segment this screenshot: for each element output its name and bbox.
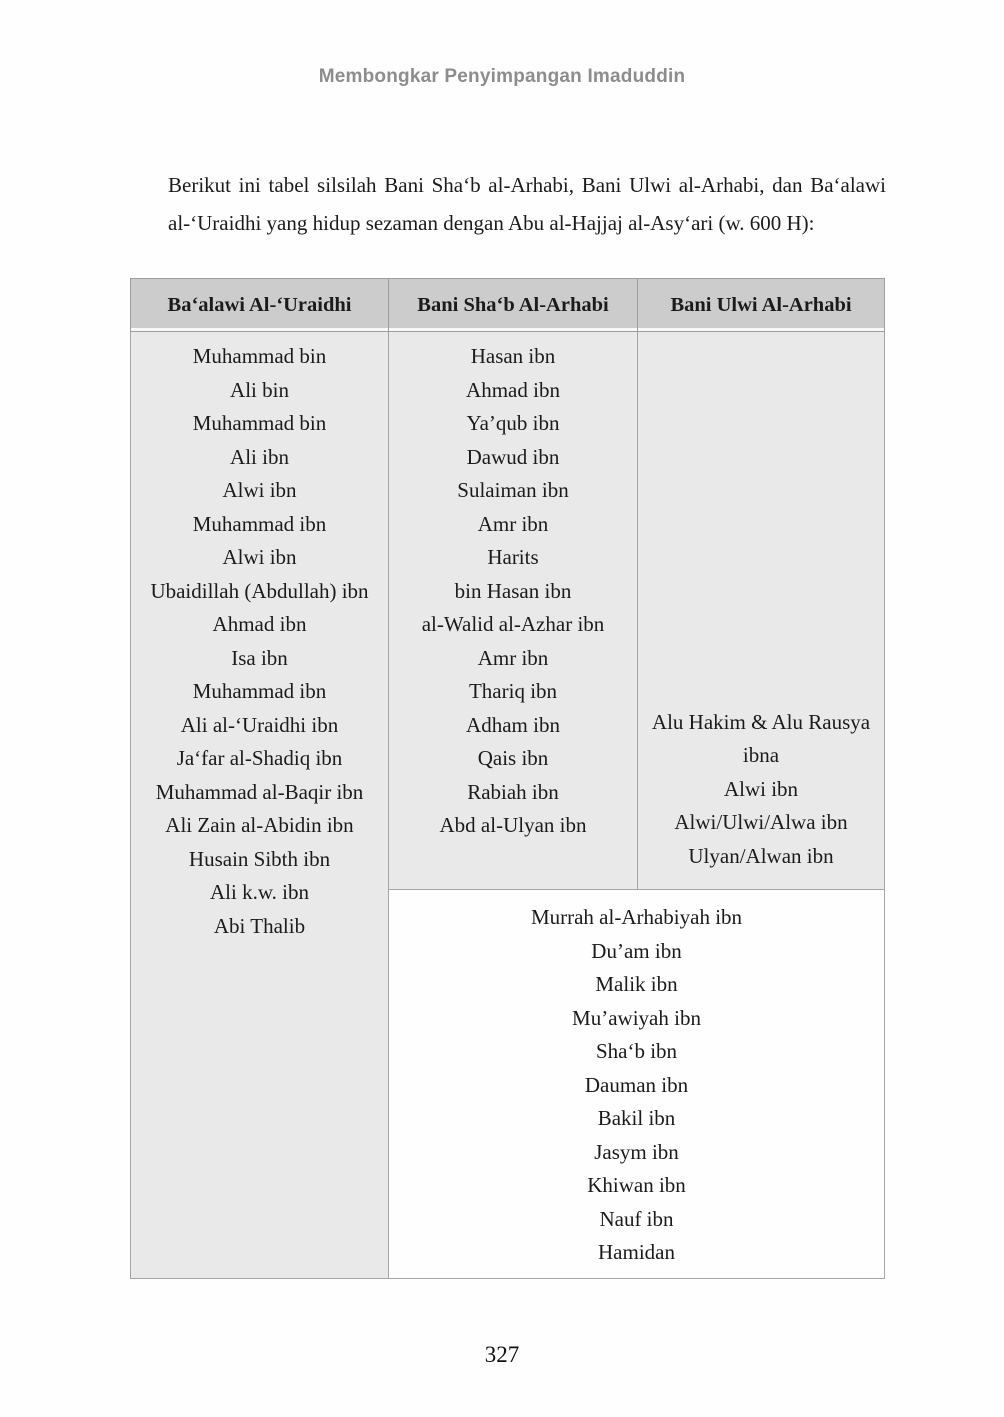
lineage-name: Hasan ibn (470, 344, 556, 368)
lineage-name: Ali bin (230, 377, 289, 402)
lineage-name: Abi Thalib (213, 913, 306, 938)
table-header-row (131, 279, 885, 332)
lineage-name: Alwi ibn (222, 478, 297, 502)
lineage-name: Alwi ibn (222, 545, 297, 569)
genealogy-table (130, 278, 885, 1279)
column-header-bani-ulwi: Bani Ulwi Al-Arhabi (638, 279, 885, 332)
cell-bani-shab-lineage (389, 332, 638, 890)
lineage-name: Ja‘far al-Shadiq ibn (176, 746, 343, 770)
lineage-name: Amr ibn (477, 511, 549, 536)
lineage-name: Khiwan ibn (587, 1173, 686, 1197)
lineage-name: Abd al-Ulyan ibn (439, 813, 587, 837)
lineage-name: Bakil ibn (597, 1106, 676, 1130)
lineage-name: Ali k.w. ibn (210, 880, 309, 904)
column-header-bani-shab: Bani Sha‘b Al-Arhabi (389, 279, 638, 332)
lineage-name: Ali al-‘Uraidhi ibn (180, 712, 339, 737)
lineage-name: Husain Sibth ibn (188, 846, 331, 871)
lineage-name: Ubaidillah (Abdullah) ibn (150, 578, 369, 603)
lineage-name: Muhammad al-Baqir ibn (155, 779, 364, 804)
lineage-name: Murrah al-Arhabiyah ibn (530, 905, 743, 929)
column-header-baalawi: Ba‘alawi Al-‘Uraidhi (131, 279, 389, 332)
lineage-name: Ya’qub ibn (466, 411, 560, 435)
lineage-name: Muhammad bin (192, 411, 327, 435)
table-body-row-upper (131, 332, 885, 890)
cell-baalawi-lineage (131, 332, 389, 1279)
lineage-name: Qais ibn (477, 746, 549, 770)
intro-paragraph: Berikut ini tabel silsilah Bani Sha‘b al-Arhabi, Bani Ulwi al-Arhabi, dan Ba‘alawi al-‘Uraidhi yang hidup sezaman dengan Abu al-Hajjaj al-Asy‘ari (w. 600 H): (168, 173, 886, 235)
lineage-name: Muhammad bin (192, 344, 327, 368)
lineage-name: Harits (487, 545, 539, 569)
lineage-name: Ulyan/Alwan ibn (688, 843, 834, 868)
lineage-name: Ali Zain al-Abidin ibn (165, 813, 354, 837)
lineage-name: ibna (742, 743, 780, 767)
lineage-name: Sulaiman ibn (457, 478, 569, 502)
lineage-name: Thariq ibn (468, 679, 558, 703)
lineage-name: Jasym ibn (594, 1139, 679, 1164)
lineage-name: Alwi/Ulwi/Alwa ibn (674, 810, 848, 834)
page-number: 327 (484, 1342, 520, 1367)
lineage-name: Ali ibn (230, 444, 289, 469)
lineage-name: Amr ibn (477, 645, 549, 670)
cell-murrah-lineage (389, 890, 885, 1279)
cell-bani-ulwi-lineage (638, 332, 885, 890)
lineage-name: Alwi ibn (723, 776, 799, 801)
lineage-name: Malik ibn (595, 972, 678, 996)
lineage-name: Alu Hakim & Alu Rausya (651, 709, 871, 734)
lineage-name: bin Hasan ibn (454, 578, 572, 603)
lineage-name: Hamidan (598, 1240, 675, 1264)
lineage-name: al-Walid al-Azhar ibn (421, 612, 605, 636)
lineage-name: Sha‘b ibn (595, 1039, 678, 1063)
running-head: Membongkar Penyimpangan Imaduddin (318, 66, 686, 87)
lineage-name: Dawud ibn (466, 444, 560, 469)
lineage-name: Isa ibn (231, 645, 288, 670)
lineage-name: Ahmad ibn (466, 377, 560, 402)
lineage-name: Muhammad ibn (192, 679, 327, 703)
lineage-name: Mu’awiyah ibn (572, 1005, 701, 1030)
lineage-name: Adham ibn (466, 712, 560, 737)
lineage-name: Du’am ibn (591, 938, 682, 963)
lineage-name: Muhammad ibn (192, 511, 327, 536)
lineage-name: Dauman ibn (584, 1072, 689, 1097)
lineage-name: Ahmad ibn (212, 612, 307, 636)
lineage-name: Nauf ibn (599, 1206, 674, 1231)
lineage-name: Rabiah ibn (467, 779, 559, 804)
